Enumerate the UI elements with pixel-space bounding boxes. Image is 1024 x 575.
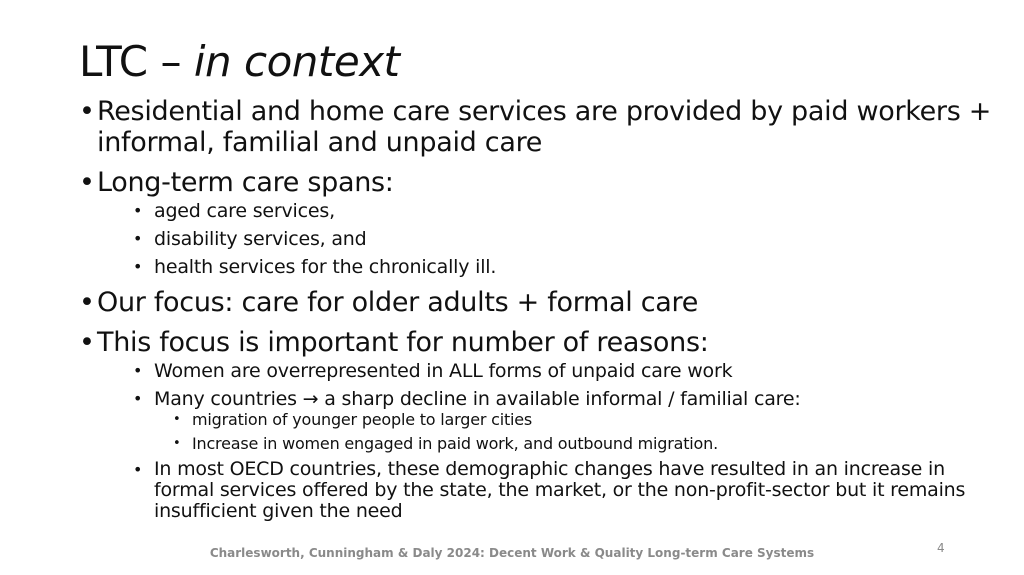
page-number: 4 (937, 541, 945, 555)
sub-bullet-item (97, 228, 994, 250)
bullet-marker: • (133, 201, 143, 220)
slide-title-italic: in context (193, 37, 400, 86)
sub-bullet-item (97, 388, 994, 453)
sub-bullet-text: Women are overrepresented in ALL forms of unpaid care work (154, 360, 733, 382)
sub-bullet-text: aged care services, (154, 200, 335, 222)
bullet-marker: • (133, 257, 143, 276)
bullet-marker: • (133, 389, 143, 408)
bullet-marker: • (79, 287, 95, 318)
bullet-text: This focus is important for number of reasons: (97, 327, 709, 358)
bullet-text: Residential and home care services are provided by paid workers + informal, familial and unpaid care (97, 96, 992, 158)
sub-bullet-text: Many countries → a sharp decline in available informal / familial care: (154, 388, 801, 410)
sub-sub-bullet-list (154, 410, 994, 453)
bullet-marker: • (79, 327, 95, 358)
sub-bullet-item (97, 459, 994, 522)
sub-bullet-text: In most OECD countries, these demographic changes have resulted in an increase in formal services offered by the state, the market, or the non-profit-sector but it remains insufficient given the need (154, 458, 966, 522)
bullet-marker: • (133, 460, 143, 479)
sub-bullet-item (97, 200, 994, 222)
sub-bullet-list (97, 360, 994, 522)
bullet-item (79, 167, 994, 278)
slide-title (79, 36, 400, 88)
slide-body (79, 96, 994, 531)
bullet-list (79, 96, 994, 522)
sub-bullet-text: health services for the chronically ill. (154, 256, 497, 278)
bullet-item (79, 96, 994, 158)
sub-sub-bullet-item (97, 410, 994, 429)
sub-sub-bullet-text: Increase in women engaged in paid work, and outbound migration. (192, 434, 718, 453)
bullet-text: Long-term care spans: (97, 167, 394, 198)
sub-sub-bullet-item (97, 434, 994, 453)
bullet-text: Our focus: care for older adults + formal care (97, 287, 699, 318)
bullet-item (79, 327, 994, 522)
sub-bullet-item (97, 360, 994, 382)
sub-bullet-text: disability services, and (154, 228, 367, 250)
bullet-marker: • (173, 436, 181, 451)
bullet-item (79, 287, 994, 318)
bullet-marker: • (79, 167, 95, 198)
slide-title-plain: LTC – (79, 37, 194, 86)
bullet-marker: • (133, 361, 143, 380)
bullet-marker: • (133, 229, 143, 248)
sub-sub-bullet-text: migration of younger people to larger cities (192, 410, 533, 429)
bullet-marker: • (173, 412, 181, 427)
bullet-marker: • (79, 96, 95, 127)
sub-bullet-item (97, 256, 994, 278)
slide-footer: Charlesworth, Cunningham & Daly 2024: Decent Work & Quality Long-term Care Systems (209, 546, 815, 560)
sub-bullet-list (97, 200, 994, 278)
